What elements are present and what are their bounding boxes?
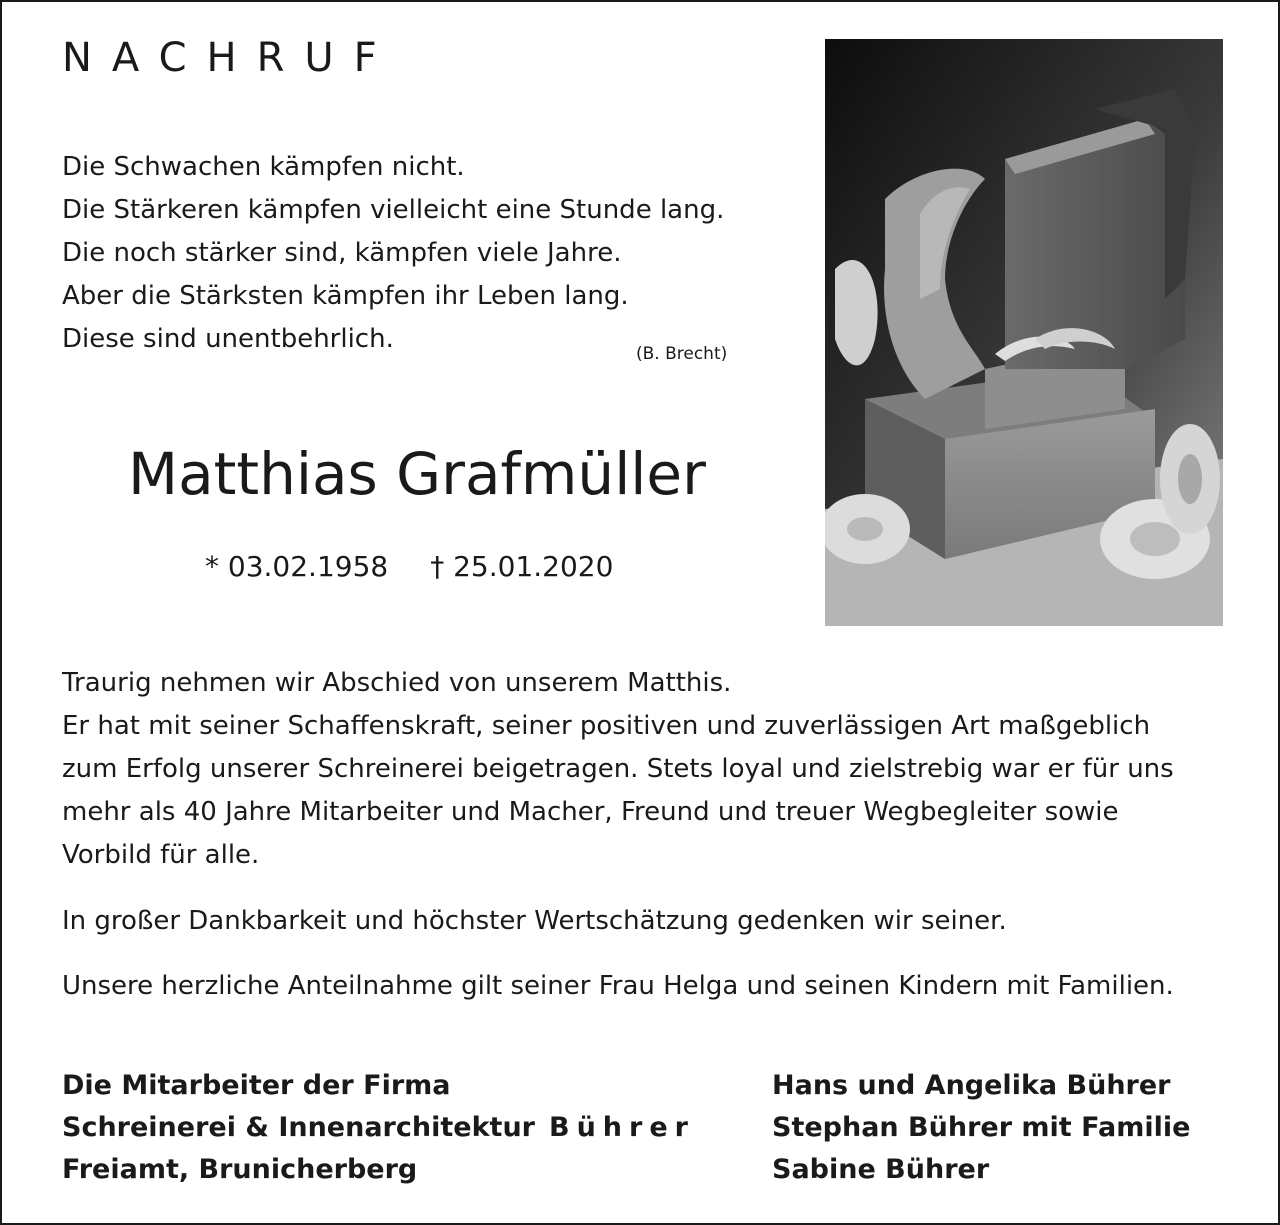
life-dates: [205, 550, 613, 583]
paragraph-gratitude: In großer Dankbarkeit und höchster Wertschätzung gedenken wir seiner.: [62, 906, 1007, 936]
paragraph-farewell: [62, 662, 1242, 877]
signature-line: Hans und Angelika Bührer: [772, 1070, 1171, 1101]
death-date: † 25.01.2020: [430, 550, 614, 583]
poem-line: Aber die Stärksten kämpfen ihr Leben lang.: [62, 281, 629, 311]
company-type: Schreinerei & Innenarchitektur: [62, 1112, 535, 1143]
company-name: Bührer: [548, 1112, 695, 1143]
signature-line: Freiamt, Brunicherberg: [62, 1154, 418, 1185]
signature-company: [62, 1065, 695, 1191]
heading: NACHRUF: [62, 35, 397, 81]
wood-plane-photo: [825, 39, 1223, 626]
paragraph-condolence: Unsere herzliche Anteilnahme gilt seiner Frau Helga und seinen Kindern mit Familien.: [62, 971, 1174, 1001]
signature-family: [772, 1065, 1190, 1191]
signature-line: [62, 1107, 695, 1149]
text-line: Traurig nehmen wir Abschied von unserem Matthis.: [62, 668, 732, 698]
poem-line: Die Schwachen kämpfen nicht.: [62, 152, 465, 182]
deceased-name: Matthias Grafmüller: [128, 440, 706, 508]
birth-date: * 03.02.1958: [205, 550, 389, 583]
text-line: mehr als 40 Jahre Mitarbeiter und Macher, Freund und treuer Wegbegleiter sowie: [62, 797, 1119, 827]
poem-line: Diese sind unentbehrlich.: [62, 324, 394, 354]
text-line: zum Erfolg unserer Schreinerei beigetragen. Stets loyal und zielstrebig war er für uns: [62, 754, 1174, 784]
poem-line: Die noch stärker sind, kämpfen viele Jahre.: [62, 238, 622, 268]
text-line: Er hat mit seiner Schaffenskraft, seiner positiven und zuverlässigen Art maßgeblich: [62, 711, 1151, 741]
text-line: Vorbild für alle.: [62, 840, 260, 870]
signature-line: Stephan Bührer mit Familie: [772, 1112, 1191, 1143]
signature-line: Sabine Bührer: [772, 1154, 990, 1185]
poem-line: Die Stärkeren kämpfen vielleicht eine Stunde lang.: [62, 195, 725, 225]
poem-author: (B. Brecht): [636, 344, 728, 364]
poem: [62, 146, 724, 361]
signature-line: Die Mitarbeiter der Firma: [62, 1070, 451, 1101]
body-text: [62, 662, 1242, 1008]
